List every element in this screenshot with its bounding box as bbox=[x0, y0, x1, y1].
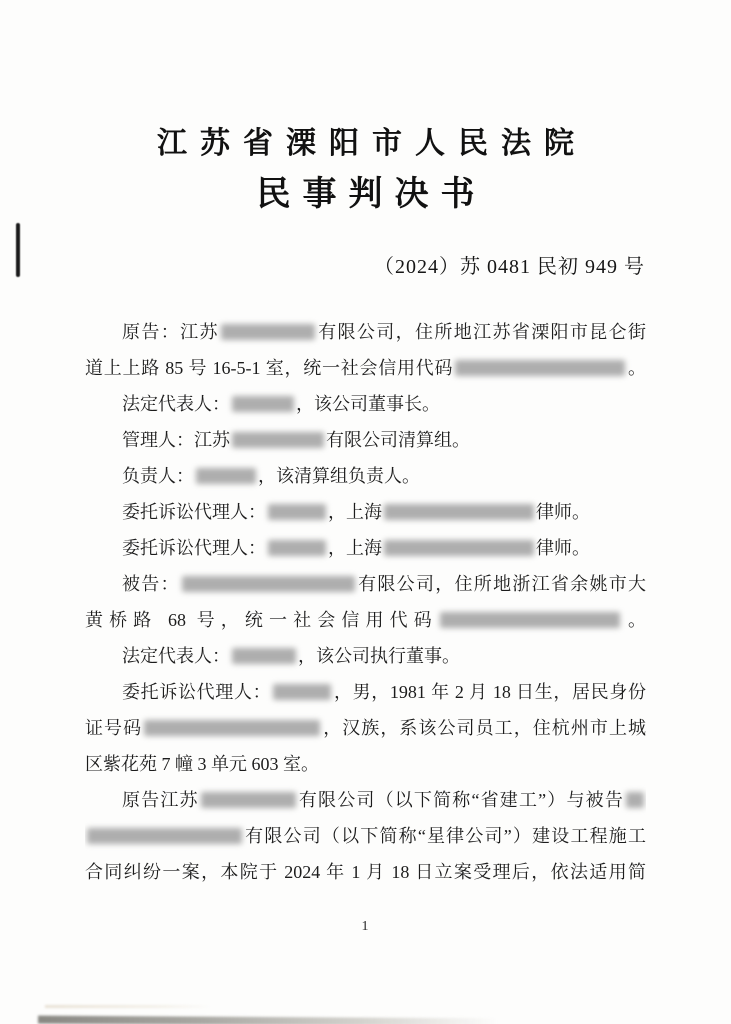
text-segment: 有限公司（以下简称“省建工”）与被告 bbox=[297, 790, 624, 810]
text-segment: ，该清算组负责人。 bbox=[258, 466, 420, 486]
text-segment: 区紫花苑 7 幢 3 单元 603 室。 bbox=[85, 754, 319, 774]
scan-artifact-line bbox=[16, 223, 20, 277]
scan-artifact-bottom-shadow bbox=[38, 1016, 498, 1024]
redacted-text bbox=[384, 504, 534, 520]
redacted-text bbox=[455, 360, 625, 376]
document-line bbox=[85, 674, 646, 710]
text-segment: 有限公司清算组。 bbox=[326, 430, 470, 450]
document-line bbox=[85, 458, 646, 494]
text-segment: 律师。 bbox=[536, 538, 590, 558]
redacted-text bbox=[626, 792, 644, 808]
redacted-text bbox=[232, 432, 324, 448]
text-segment: 负责人： bbox=[122, 466, 194, 486]
text-segment: ，该公司执行董事。 bbox=[298, 646, 460, 666]
scan-artifact-smudge bbox=[45, 1005, 210, 1008]
document-line bbox=[85, 566, 646, 602]
text-segment: 委托诉讼代理人： bbox=[122, 502, 266, 522]
text-segment: 。 bbox=[627, 358, 646, 378]
redacted-text bbox=[232, 396, 294, 412]
redacted-text bbox=[384, 540, 534, 556]
text-segment: 律师。 bbox=[536, 502, 590, 522]
document-body bbox=[85, 314, 646, 890]
document-line bbox=[85, 746, 646, 782]
text-segment: 道上上路 85 号 16-5-1 室，统一社会信用代码 bbox=[85, 358, 454, 378]
document-line bbox=[85, 314, 646, 350]
document-line bbox=[85, 854, 646, 890]
text-segment: 。 bbox=[621, 610, 646, 630]
text-segment: ，汉族，系该公司员工，住杭州市上城 bbox=[322, 718, 646, 738]
text-segment: ，上海 bbox=[328, 502, 382, 522]
text-segment: 委托诉讼代理人： bbox=[122, 538, 266, 558]
redacted-text bbox=[232, 648, 296, 664]
redacted-text bbox=[273, 684, 331, 700]
redacted-text bbox=[87, 828, 242, 844]
court-name: 江苏省溧阳市人民法院 bbox=[157, 127, 587, 160]
document-line bbox=[85, 638, 646, 674]
text-segment: 委托诉讼代理人： bbox=[122, 682, 272, 702]
text-segment: ，该公司董事长。 bbox=[296, 394, 440, 414]
text-segment: 黄桥路 68 号，统一社会信用代码 bbox=[85, 610, 438, 630]
page-number: 1 bbox=[361, 919, 370, 934]
document-line bbox=[85, 494, 646, 530]
document-line bbox=[85, 818, 646, 854]
document-title: 民事判决书 bbox=[256, 176, 487, 213]
redacted-text bbox=[196, 468, 256, 484]
text-segment: 有限公司，住所地江苏省溧阳市昆仑街 bbox=[316, 322, 646, 342]
text-segment: 有限公司，住所地浙江省余姚市大 bbox=[356, 574, 646, 594]
redacted-text bbox=[268, 540, 326, 556]
text-segment: 被告： bbox=[122, 574, 180, 594]
text-segment: ，上海 bbox=[328, 538, 382, 558]
text-segment: 法定代表人： bbox=[122, 394, 230, 414]
text-segment: 证号码 bbox=[85, 718, 143, 738]
case-number: （2024）苏 0481 民初 949 号 bbox=[374, 256, 645, 278]
document-line bbox=[85, 602, 646, 638]
document-line bbox=[85, 422, 646, 458]
redacted-text bbox=[201, 792, 296, 808]
redacted-text bbox=[144, 720, 320, 736]
redacted-text bbox=[440, 612, 620, 628]
redacted-text bbox=[182, 576, 355, 592]
text-segment: 合同纠纷一案，本院于 2024 年 1 月 18 日立案受理后，依法适用简 bbox=[85, 862, 646, 882]
document-line bbox=[85, 530, 646, 566]
document-line bbox=[85, 350, 646, 386]
text-segment: 原告江苏 bbox=[122, 790, 199, 810]
text-segment: 管理人：江苏 bbox=[122, 430, 230, 450]
redacted-text bbox=[221, 324, 315, 340]
text-segment: ，男，1981 年 2 月 18 日生，居民身份 bbox=[333, 682, 646, 702]
document-line bbox=[85, 782, 646, 818]
redacted-text bbox=[268, 504, 326, 520]
document-line bbox=[85, 386, 646, 422]
text-segment: 有限公司（以下简称“星律公司”）建设工程施工 bbox=[244, 826, 646, 846]
text-segment: 原告：江苏 bbox=[122, 322, 219, 342]
document-line bbox=[85, 710, 646, 746]
text-segment: 法定代表人： bbox=[122, 646, 230, 666]
